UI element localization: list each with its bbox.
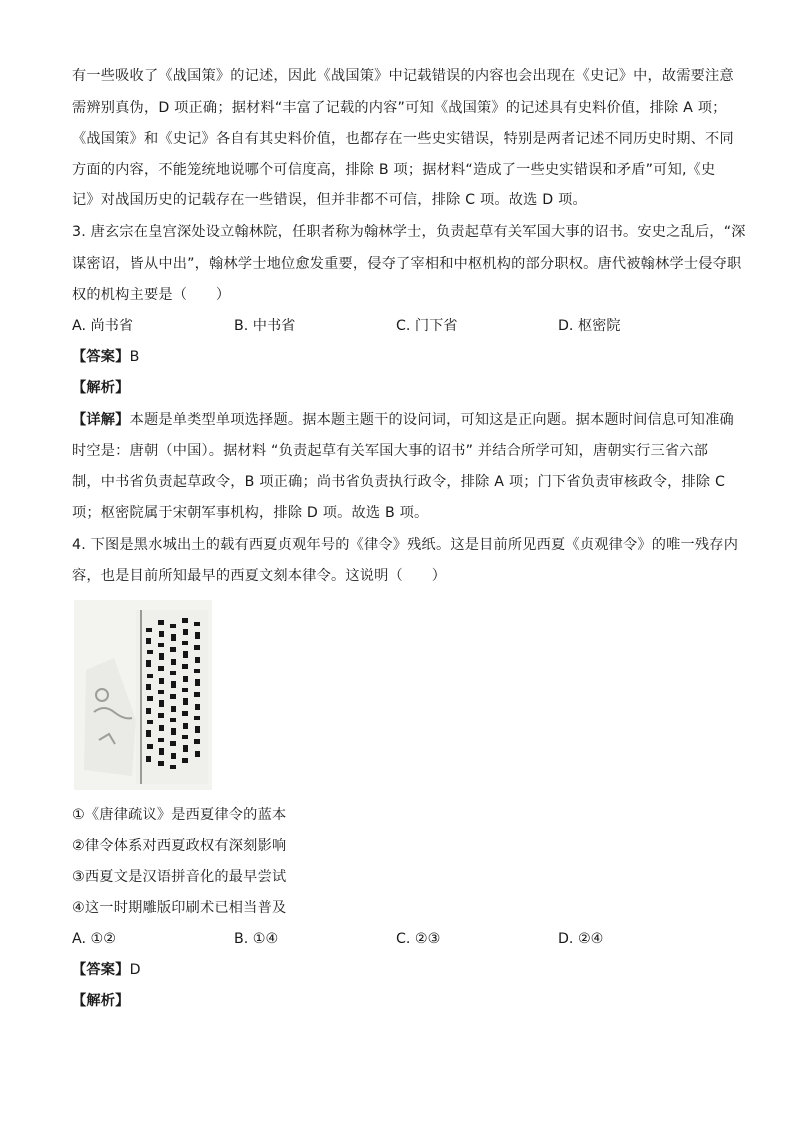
statement-3: ③西夏文是汉语拼音化的最早尝试 — [72, 869, 287, 885]
answer-value: B — [129, 349, 140, 365]
option-c: C. ②③ — [396, 931, 441, 947]
text-line: 需辨别真伪，D 项正确；据材料“丰富了记载的内容”可知《战国策》的记述具有史料价值，排除 A 项； — [72, 100, 727, 116]
question-3-detail: 时空是：唐朝（中国）。据材料 “负责起草有关军国大事的诏书” 并结合所学可知，唐朝实行三省六部 — [72, 443, 709, 459]
statement-2: ②律令体系对西夏政权有深刻影响 — [72, 838, 287, 854]
option-b: B. ①④ — [234, 931, 279, 947]
option-a: A. 尚书省 — [72, 318, 134, 334]
text-line: 有一些吸收了《战国策》的记述，因此《战国策》中记载错误的内容也会出现在《史记》中，故需要注意 — [72, 68, 734, 84]
question-4-analysis-tag: 【解析】 — [72, 993, 130, 1009]
option-a: A. ①② — [72, 931, 116, 947]
question-3-analysis-tag: 【解析】 — [72, 380, 130, 396]
option-d: D. 枢密院 — [558, 318, 621, 334]
fragment-illustration — [74, 600, 212, 790]
option-d: D. ②④ — [558, 931, 604, 947]
detail-text: 本题是单类型单项选择题。据本题主题干的设问词，可知这是正向题。据本题时间信息可知准确 — [129, 412, 734, 428]
option-c: C. 门下省 — [396, 318, 458, 334]
statement-4: ④这一时期雕版印刷术已相当普及 — [72, 900, 287, 916]
question-3-options — [72, 316, 732, 336]
question-3-stem: 谋密诏，皆从中出”，翰林学士地位愈发重要，侵夺了宰相和中枢机构的部分职权。唐代被翰林学士侵夺职 — [72, 256, 742, 272]
answer-tag: 【答案】 — [72, 349, 130, 365]
answer-value: D — [129, 962, 141, 978]
statement-1: ①《唐律疏议》是西夏律令的蓝本 — [72, 807, 287, 823]
text-line: 方面的内容，不能笼统地说哪个可信度高，排除 B 项；据材料“造成了一些史实错误和矛盾”可知,《史 — [72, 162, 716, 178]
option-b: B. 中书省 — [234, 318, 296, 334]
xixia-law-fragment-image — [74, 600, 212, 790]
question-3-answer — [72, 347, 732, 367]
detail-tag: 【详解】 — [72, 412, 130, 428]
text-line: 记》对战国历史的记载存在一些错误，但并非都不可信，排除 C 项。故选 D 项。 — [72, 192, 587, 208]
question-3-detail: 项；枢密院属于宋朝军事机构，排除 D 项。故选 B 项。 — [72, 505, 429, 521]
text-line: 《战国策》和《史记》各自有其史料价值，也都存在一些史实错误，特别是两者记述不同历史时期、不同 — [72, 131, 734, 147]
answer-tag: 【答案】 — [72, 962, 130, 978]
question-3-detail: 制，中书省负责起草政令，B 项正确；尚书省负责执行政令，排除 A 项；门下省负责审核政令，排除 C — [72, 474, 726, 490]
question-3-stem: 权的机构主要是（ ） — [72, 287, 231, 303]
question-4-options — [72, 929, 732, 949]
question-4-answer — [72, 960, 732, 980]
question-4-stem: 容，也是目前所知最早的西夏文刻本律令。这说明（ ） — [72, 568, 447, 584]
question-4-stem: 4. 下图是黑水城出土的载有西夏贞观年号的《律令》残纸。这是目前所见西夏《贞观律令》的唯一残存内 — [72, 537, 739, 553]
question-3-stem: 3. 唐玄宗在皇宫深处设立翰林院，任职者称为翰林学士，负责起草有关军国大事的诏书。安史之乱后，“深 — [72, 224, 746, 240]
question-3-detail — [72, 410, 732, 430]
